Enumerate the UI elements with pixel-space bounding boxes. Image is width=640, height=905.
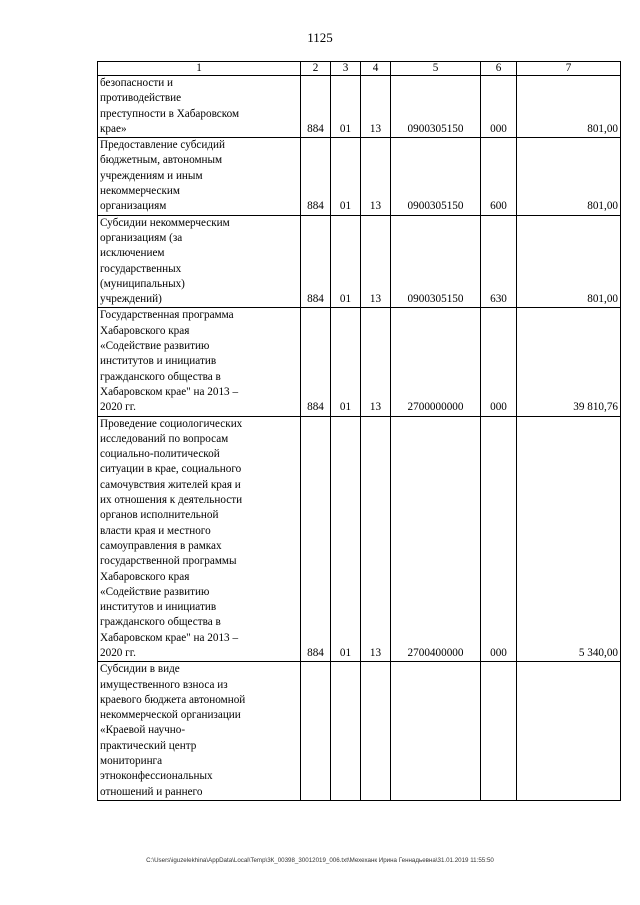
code-pr-cell (361, 662, 391, 801)
code-rz-cell: 01 (331, 308, 361, 416)
code-csr-cell: 2700000000 (391, 308, 481, 416)
code-gr-cell (301, 662, 331, 801)
item-name-line: мониторинга (100, 755, 163, 768)
item-name-line: 2020 гг. (100, 401, 136, 414)
item-name-line: социально-политической (100, 448, 220, 461)
item-name-line: «Содействие развитию (100, 585, 210, 598)
item-name-line: 2020 гг. (100, 646, 136, 659)
code-gr-cell: 884 (301, 416, 331, 662)
col-header-4: 4 (361, 62, 391, 76)
amount-cell: 5 340,00 (517, 416, 621, 662)
code-csr-cell (391, 662, 481, 801)
code-vr-cell: 000 (481, 76, 517, 138)
table-row (98, 662, 621, 801)
col-header-3: 3 (331, 62, 361, 76)
item-name-line: крае» (100, 122, 127, 135)
item-name-line: организациям (100, 200, 167, 213)
item-name-line: некоммерческой организации (100, 709, 241, 722)
item-name-line: «Краевой научно- (100, 724, 186, 737)
item-name-line: Проведение социологических (100, 417, 243, 430)
code-pr-cell: 13 (361, 215, 391, 308)
table-row (98, 138, 621, 215)
col-header-1: 1 (98, 62, 301, 76)
item-name-cell (98, 662, 301, 801)
item-name-cell (98, 215, 301, 308)
item-name-line: Субсидии в виде (100, 663, 180, 676)
item-name-line: органов исполнительной (100, 509, 219, 522)
code-vr-cell: 000 (481, 308, 517, 416)
code-csr-cell: 0900305150 (391, 76, 481, 138)
code-vr-cell: 630 (481, 215, 517, 308)
item-name-line: их отношения к деятельности (100, 494, 243, 507)
item-name-line: Государственная программа (100, 309, 234, 322)
code-rz-cell: 01 (331, 215, 361, 308)
table-body (98, 76, 621, 801)
code-vr-cell: 600 (481, 138, 517, 215)
item-name-line: Хабаровского края (100, 324, 190, 337)
code-csr-cell: 2700400000 (391, 416, 481, 662)
code-rz-cell: 01 (331, 138, 361, 215)
amount-cell: 39 810,76 (517, 308, 621, 416)
item-name-line: самочувствия жителей края и (100, 478, 241, 491)
item-name-line: государственных (100, 262, 182, 275)
item-name-line: ситуации в крае, социального (100, 463, 242, 476)
code-vr-cell (481, 662, 517, 801)
item-name-line: исключением (100, 247, 165, 260)
amount-cell: 801,00 (517, 138, 621, 215)
item-name-line: гражданского общества в (100, 370, 221, 383)
code-pr-cell: 13 (361, 308, 391, 416)
item-name-line: организациям (за (100, 231, 183, 244)
amount-cell: 801,00 (517, 76, 621, 138)
table-row (98, 416, 621, 662)
table-row (98, 76, 621, 138)
item-name-cell (98, 138, 301, 215)
item-name-line: Предоставление субсидий (100, 139, 226, 152)
item-name-line: имущественного взноса из (100, 678, 228, 691)
amount-cell (517, 662, 621, 801)
item-name-line: учреждений) (100, 293, 162, 306)
item-name-line: Хабаровском крае" на 2013 – (100, 385, 239, 398)
code-pr-cell: 13 (361, 76, 391, 138)
item-name-line: институтов и инициатив (100, 601, 217, 614)
item-name-line: самоуправления в рамках (100, 539, 222, 552)
item-name-line: бюджетным, автономным (100, 154, 223, 167)
code-vr-cell: 000 (481, 416, 517, 662)
col-header-7: 7 (517, 62, 621, 76)
item-name-line: гражданского общества в (100, 616, 221, 629)
code-gr-cell: 884 (301, 76, 331, 138)
code-rz-cell: 01 (331, 76, 361, 138)
item-name-line: государственной программы (100, 555, 237, 568)
item-name-line: краевого бюджета автономной (100, 693, 246, 706)
code-pr-cell: 13 (361, 138, 391, 215)
item-name-line: (муниципальных) (100, 277, 185, 290)
item-name-line: учреждениям и иным (100, 169, 203, 182)
col-header-2: 2 (301, 62, 331, 76)
item-name-line: безопасности и (100, 77, 173, 89)
item-name-line: практический центр (100, 739, 197, 752)
item-name-line: отношений и раннего (100, 785, 203, 798)
col-header-5: 5 (391, 62, 481, 76)
item-name-line: некоммерческим (100, 185, 180, 198)
code-pr-cell: 13 (361, 416, 391, 662)
item-name-line: исследований по вопросам (100, 432, 229, 445)
code-csr-cell: 0900305150 (391, 215, 481, 308)
col-header-6: 6 (481, 62, 517, 76)
table-row (98, 308, 621, 416)
code-csr-cell: 0900305150 (391, 138, 481, 215)
code-rz-cell (331, 662, 361, 801)
item-name-line: Субсидии некоммерческим (100, 216, 230, 229)
item-name-line: власти края и местного (100, 524, 211, 537)
amount-cell: 801,00 (517, 215, 621, 308)
item-name-line: этноконфессиональных (100, 770, 213, 783)
item-name-line: Хабаровском крае" на 2013 – (100, 631, 239, 644)
item-name-line: Хабаровского края (100, 570, 190, 583)
code-rz-cell: 01 (331, 416, 361, 662)
item-name-line: институтов и инициатив (100, 355, 217, 368)
budget-table (97, 61, 621, 801)
code-gr-cell: 884 (301, 138, 331, 215)
header-row (98, 62, 621, 76)
item-name-cell (98, 76, 301, 138)
footer-file-path: C:\Users\iguzelekhina\AppData\Local\Temp\3К_00398_30012019_006.txt\Мехеханк Ирина Геннадьевна\31.01.2019 11:55:50 (146, 857, 494, 864)
code-gr-cell: 884 (301, 215, 331, 308)
page-number: 1125 (307, 30, 333, 45)
item-name-cell (98, 308, 301, 416)
table-row (98, 215, 621, 308)
item-name-line: преступности в Хабаровском (100, 107, 240, 120)
code-gr-cell: 884 (301, 308, 331, 416)
item-name-cell (98, 416, 301, 662)
item-name-line: «Содействие развитию (100, 340, 210, 353)
item-name-line: противодействие (100, 92, 182, 105)
